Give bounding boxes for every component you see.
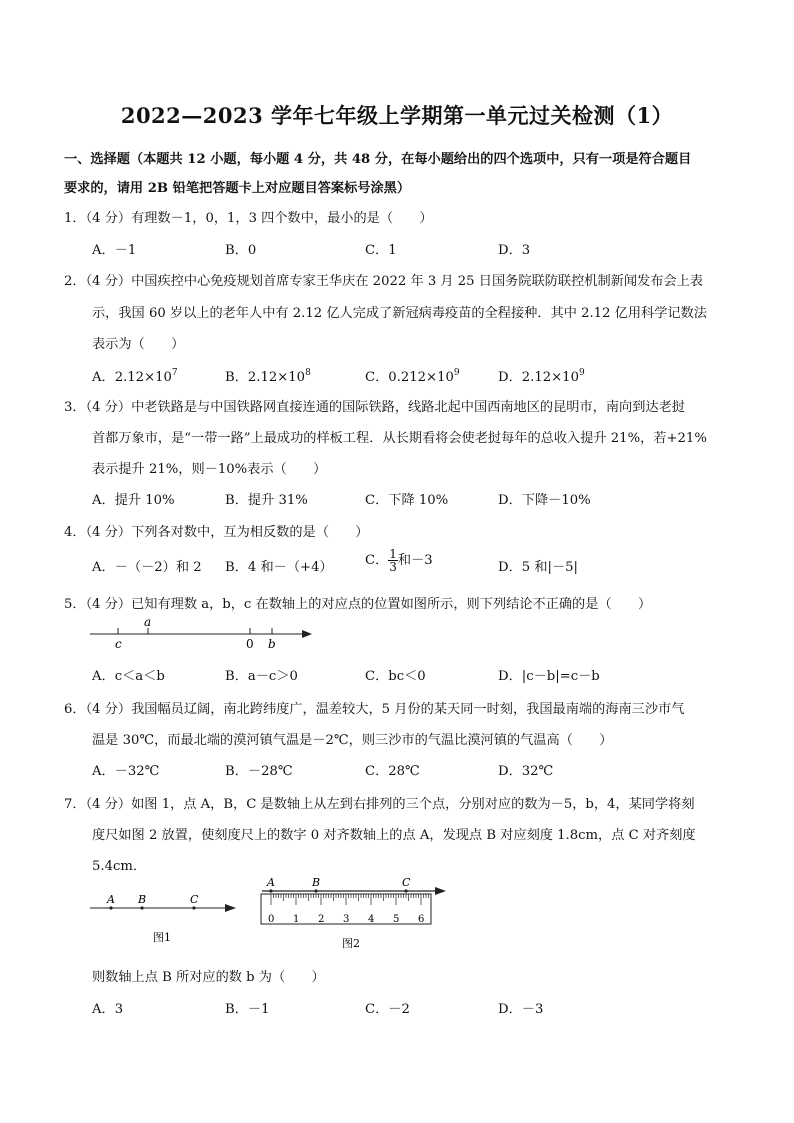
fig2-point-a: A [267,876,275,889]
q6-option-a: A．－32℃ [92,764,160,779]
q1-stem: 1．（4 分）有理数－1，0，1，3 四个数中，最小的是（ ） [64,211,433,226]
ruler-num-3: 3 [343,914,350,925]
q4-option-c: C． $\frac{1}{3}$ 和－3 [365,547,433,574]
q2-line3: 表示为（ ） [92,337,185,352]
fig2-point-b: B [312,876,321,889]
q5-option-d: D．|c－b|=c－b [498,669,600,684]
q6-option-d: D．32℃ [498,764,554,779]
q1-option-c: C．1 [365,243,397,258]
q3-line3: 表示提升 21%，则－10%表示（ ） [92,462,327,477]
q7-figure-1 [88,884,243,946]
q5-stem: 5．（4 分）已知有理数 a，b，c 在数轴上的对应点的位置如图所示，则下列结论不正确的是（ ） [64,597,652,612]
q5-number-line-figure [88,618,323,652]
fig1-point-c: C [190,893,199,906]
q3-option-a: A．提升 10% [92,493,175,508]
ruler-num-2: 2 [318,914,325,925]
q7-option-a: A．3 [92,1002,124,1017]
q5-option-a: A．c＜a＜b [92,669,165,684]
q7-option-b: B．－1 [225,1002,270,1017]
axis-label-zero: 0 [246,637,254,651]
fig2-point-c: C [402,876,411,889]
axis-label-c: c [115,637,122,651]
q6-line1: 6．（4 分）我国幅员辽阔，南北跨纬度广，温差较大，5 月份的某天同一时刻，我国最南端的海南三沙市气 [64,702,685,717]
q6-option-c: C．28℃ [365,764,420,779]
q6-option-b: B．－28℃ [225,764,293,779]
q5-option-b: B．a－c＞0 [225,669,298,684]
fig1-caption: 图1 [153,931,171,944]
q5-option-c: C．bc＜0 [365,669,426,684]
axis-label-b: b [268,637,276,651]
q7-figure-2 [250,872,455,956]
q3-option-c: C．下降 10% [365,493,449,508]
q3-option-d: D．下降－10% [498,493,591,508]
q7-line1: 7．（4 分）如图 1，点 A，B，C 是数轴上从左到右排列的三个点，分别对应的数为－5，b，4，某同学将刻 [64,797,695,812]
q7-question: 则数轴上点 B 所对应的数 b 为（ ） [92,970,325,985]
fig1-point-b: B [138,893,147,906]
q4-stem: 4．（4 分）下列各对数中，互为相反数的是（ ） [64,525,369,540]
page-title: 2022—2023 学年七年级上学期第一单元过关检测（1） [120,103,674,128]
q1-option-a: A．－1 [92,243,137,258]
q2-option-d: D．$2.12\times 10^9$ [498,368,585,385]
q7-option-d: D．－3 [498,1002,544,1017]
section-header-line1: 一、选择题（本题共 12 小题，每小题 4 分，共 48 分，在每小题给出的四个选项中，只有一项是符合题目 [64,152,692,167]
q3-line1: 3．（4 分）中老铁路是与中国铁路网直接连通的国际铁路，线路北起中国西南地区的昆明市，南向到达老挝 [64,400,685,415]
ruler-num-0: 0 [268,914,275,925]
fig1-point-a: A [107,893,115,906]
q2-line2: 示，我国 60 岁以上的老年人中有 2.12 亿人完成了新冠病毒疫苗的全程接种．其中 2.12 亿用科学记数法 [92,306,707,321]
q1-option-b: B．0 [225,243,257,258]
axis-label-a: a [144,618,152,629]
q7-line3: 5.4cm． [92,859,147,874]
ruler-num-1: 1 [293,914,300,925]
q7-line2: 度尺如图 2 放置，使刻度尺上的数字 0 对齐数轴上的点 A，发现点 B 对应刻度 1.8cm，点 C 对齐刻度 [92,828,696,843]
q7-option-c: C．－2 [365,1002,410,1017]
section-header-line2: 要求的，请用 2B 铅笔把答题卡上对应题目答案标号涂黑） [64,181,411,196]
q3-option-b: B．提升 31% [225,493,308,508]
ruler [261,894,431,925]
q4-option-a: A．－（－2）和 2 [92,560,202,575]
q2-line1: 2．（4 分）中国疾控中心免疫规划首席专家王华庆在 2022 年 3 月 25 日国务院联防联控机制新闻发布会上表 [64,274,703,289]
ruler-num-6: 6 [418,914,425,925]
fraction-one-third: $\frac{1}{3}$ [389,547,397,574]
q2-option-c: C．$0.212\times 10^9$ [365,368,460,385]
fig2-caption: 图2 [342,937,360,950]
q4-option-d: D．5 和|－5| [498,560,578,575]
q1-option-d: D．3 [498,243,531,258]
q3-line2: 首都万象市，是“一带一路”上最成功的样板工程．从长期看将会使老挝每年的总收入提升 21%，若+21% [92,431,707,446]
q4-option-b: B．4 和－（+4） [225,560,333,575]
ruler-num-4: 4 [368,914,375,925]
q2-option-a: A．$2.12\times 10^7$ [92,368,178,385]
q6-line2: 温是 30℃，而最北端的漠河镇气温是－2℃，则三沙市的气温比漠河镇的气温高（ ） [92,733,613,748]
q2-option-b: B．$2.12\times 10^8$ [225,368,311,385]
ruler-num-5: 5 [393,914,400,925]
